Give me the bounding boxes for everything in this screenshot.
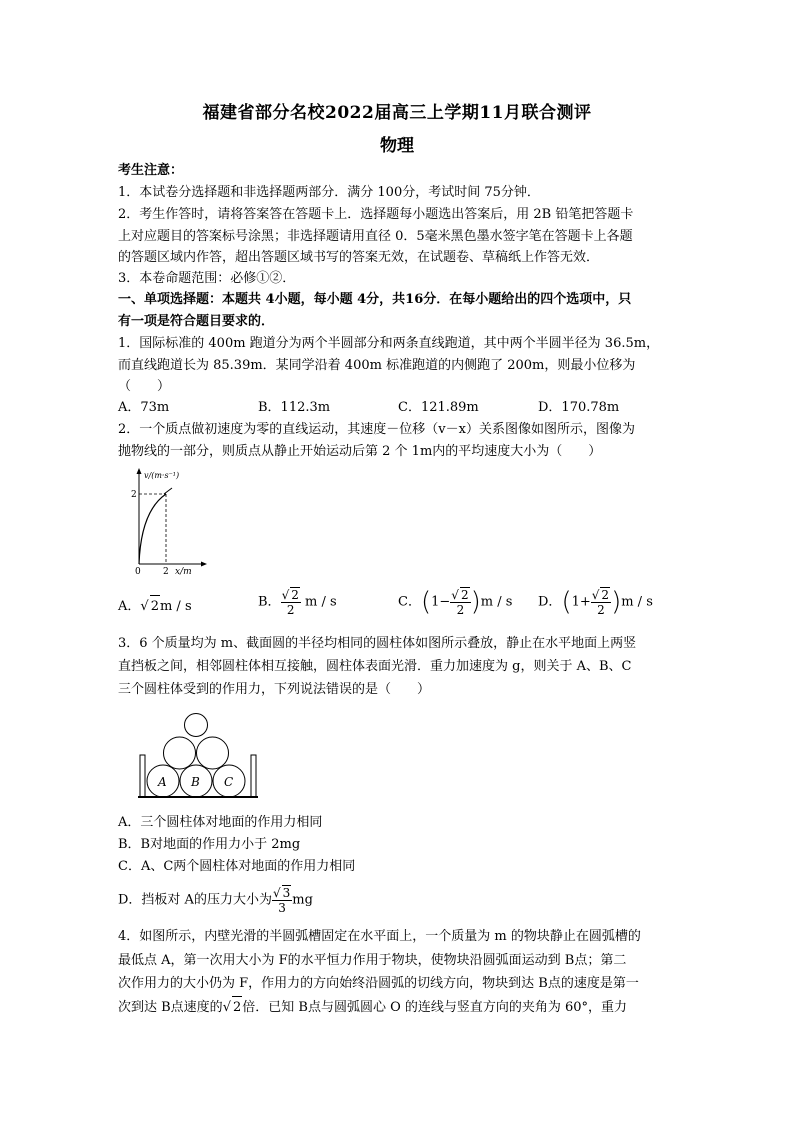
notice-line: 2．考生作答时，请将答案答在答题卡上．选择题每小题选出答案后，用 2B 铅笔把答题卡 — [118, 207, 634, 222]
notice-heading: 考生注意： — [118, 163, 184, 178]
radicand: 2 — [150, 595, 160, 618]
denominator: 3 — [278, 901, 286, 915]
q3-option-b: B．B对地面的作用力小于 2mg — [118, 837, 301, 852]
velocity-displacement-graph — [128, 466, 208, 576]
cylinder-middle-left — [164, 737, 196, 769]
q2-option-d — [538, 587, 653, 617]
x-axis-label: x/m — [175, 567, 192, 576]
option-label: C． — [398, 594, 421, 610]
section-heading-cont: 有一项是符合题目要求的． — [118, 314, 275, 329]
expr: 1− — [431, 594, 451, 610]
radicand: 2 — [232, 996, 242, 1020]
q3-option-d — [118, 885, 313, 915]
numerator: √ 3 — [272, 886, 291, 900]
numerator: √ 2 — [591, 588, 610, 602]
label-a: A — [158, 775, 167, 789]
option-label: A． — [118, 599, 141, 614]
question-3-line: 三个圆柱体受到的作用力，下列说法错误的是（ ） — [118, 682, 431, 697]
sqrt-sign: √ — [140, 599, 149, 614]
denominator: 2 — [286, 603, 295, 617]
question-1-line: 1．国际标准的 400m 跑道分为两个半圆部分和两条直线跑道，其中两个半圆半径为 36.5m， — [118, 336, 660, 351]
right-paren: ) — [470, 587, 481, 617]
exam-title: 福建省部分名校2022届高三上学期11月联合测评 — [202, 103, 592, 123]
question-3-line: 直挡板之间，相邻圆柱体相互接触，圆柱体表面光滑．重力加速度为 g，则关于 A、B、C — [118, 659, 632, 674]
fraction — [450, 587, 470, 617]
q1-option-d: D．170.78m — [538, 400, 620, 415]
y-tick-label: 2 — [131, 490, 137, 500]
option-label: B． — [258, 594, 281, 610]
option-text: D．挡板对 A的压力大小为 — [118, 892, 272, 908]
question-3-line: 3．6 个质量均为 m、截面圆的半径均相同的圆柱体如图所示叠放，静止在水平地面上两竖 — [118, 636, 637, 651]
label-c: C — [224, 775, 234, 789]
expr: 1+ — [571, 594, 591, 610]
left-paren: ( — [420, 587, 432, 617]
section-heading: 一、单项选择题：本题共 4小题，每小题 4分，共16分．在每小题给出的四个选项中，只 — [118, 292, 632, 307]
question-1-line: （ ） — [118, 379, 171, 394]
notice-line: 的答题区域内作答，超出答题区域书写的答案无效，在试题卷、草稿纸上作答无效． — [118, 250, 600, 265]
radicand: 2 — [460, 588, 469, 602]
text: 次到达 B点速度的 — [118, 1000, 223, 1015]
question-4-line: 4．如图所示，内壁光滑的半圆弧槽固定在水平面上，一个质量为 m 的物块静止在圆弧槽的 — [118, 929, 641, 944]
tangent-segment — [164, 488, 172, 494]
unit: m / s — [305, 594, 337, 610]
question-2-line: 抛物线的一部分，则质点从静止开始运动后第 2 个 1m内的平均速度大小为（ ） — [118, 444, 602, 459]
q2-option-a — [118, 595, 192, 618]
q3-option-a: A．三个圆柱体对地面的作用力相同 — [118, 815, 323, 830]
numerator: √ 2 — [281, 588, 299, 602]
text: 倍．已知 B点与圆弧圆心 O 的连线与竖直方向的夹角为 60°，重力 — [242, 1000, 628, 1015]
radicand: 2 — [291, 588, 299, 602]
denominator: 2 — [456, 603, 465, 617]
question-2-line: 2．一个质点做初速度为零的直线运动，其速度－位移（v－x）关系图像如图所示，图像为 — [118, 422, 635, 437]
denominator: 2 — [597, 603, 605, 617]
unit: m / s — [159, 599, 192, 614]
parabola-curve — [139, 494, 166, 564]
x-tick-label: 2 — [163, 567, 169, 576]
notice-line: 上对应题目的答案标号涂黑；非选择题请用直径 0．5毫米黑色墨水签字笔在答题卡上各题 — [118, 229, 633, 244]
y-axis-label: v/(m·s⁻¹) — [144, 471, 180, 480]
q3-option-c: C．A、C两个圆柱体对地面的作用力相同 — [118, 859, 356, 874]
question-1-line: 而直线跑道长为 85.39m．某同学沿着 400m 标准跑道的内侧跑了 200m，则最小位移为 — [118, 358, 636, 373]
question-4-line — [118, 996, 678, 1020]
left-paren: ( — [561, 587, 572, 617]
q2-option-c — [398, 587, 512, 617]
question-4-line: 最低点 A，第一次用大小为 F的水平恒力作用于物块，使物块沿圆弧面运动到 B点；第二 — [118, 953, 627, 968]
left-wall — [140, 755, 145, 797]
q2-option-b — [258, 587, 337, 617]
unit: m / s — [621, 594, 653, 610]
label-b: B — [191, 775, 200, 789]
subject-title: 物理 — [380, 136, 414, 156]
fraction — [272, 885, 292, 915]
right-wall — [251, 755, 256, 797]
origin-label: 0 — [135, 567, 141, 576]
numerator: √ 2 — [451, 588, 469, 602]
unit: mg — [292, 892, 313, 908]
right-paren: ) — [611, 587, 622, 617]
fraction — [281, 587, 301, 617]
q1-option-a: A．73m — [118, 400, 170, 415]
question-4-line: 次作用力的大小仍为 F，作用力的方向始终沿圆弧的切线方向，物块到达 B点的速度是第一 — [118, 976, 639, 991]
unit: m / s — [480, 594, 513, 610]
notice-line: 3．本卷命题范围：必修①②． — [118, 271, 296, 286]
q1-option-b: B．112.3m — [258, 400, 331, 415]
x-axis-arrow — [201, 562, 207, 567]
option-label: D． — [538, 594, 562, 610]
radicand: 3 — [282, 886, 291, 900]
cylinder-top — [185, 714, 208, 737]
radicand: 2 — [601, 588, 610, 602]
fraction — [591, 587, 611, 617]
q1-option-c: C．121.89m — [398, 400, 479, 415]
cylinder-middle-right — [197, 737, 229, 769]
sqrt-sign: √ — [222, 1000, 231, 1015]
notice-line: 1．本试卷分选择题和非选择题两部分．满分 100分，考试时间 75分钟． — [118, 185, 540, 200]
y-axis-arrow — [137, 468, 142, 474]
stacked-cylinders-figure — [136, 713, 260, 801]
